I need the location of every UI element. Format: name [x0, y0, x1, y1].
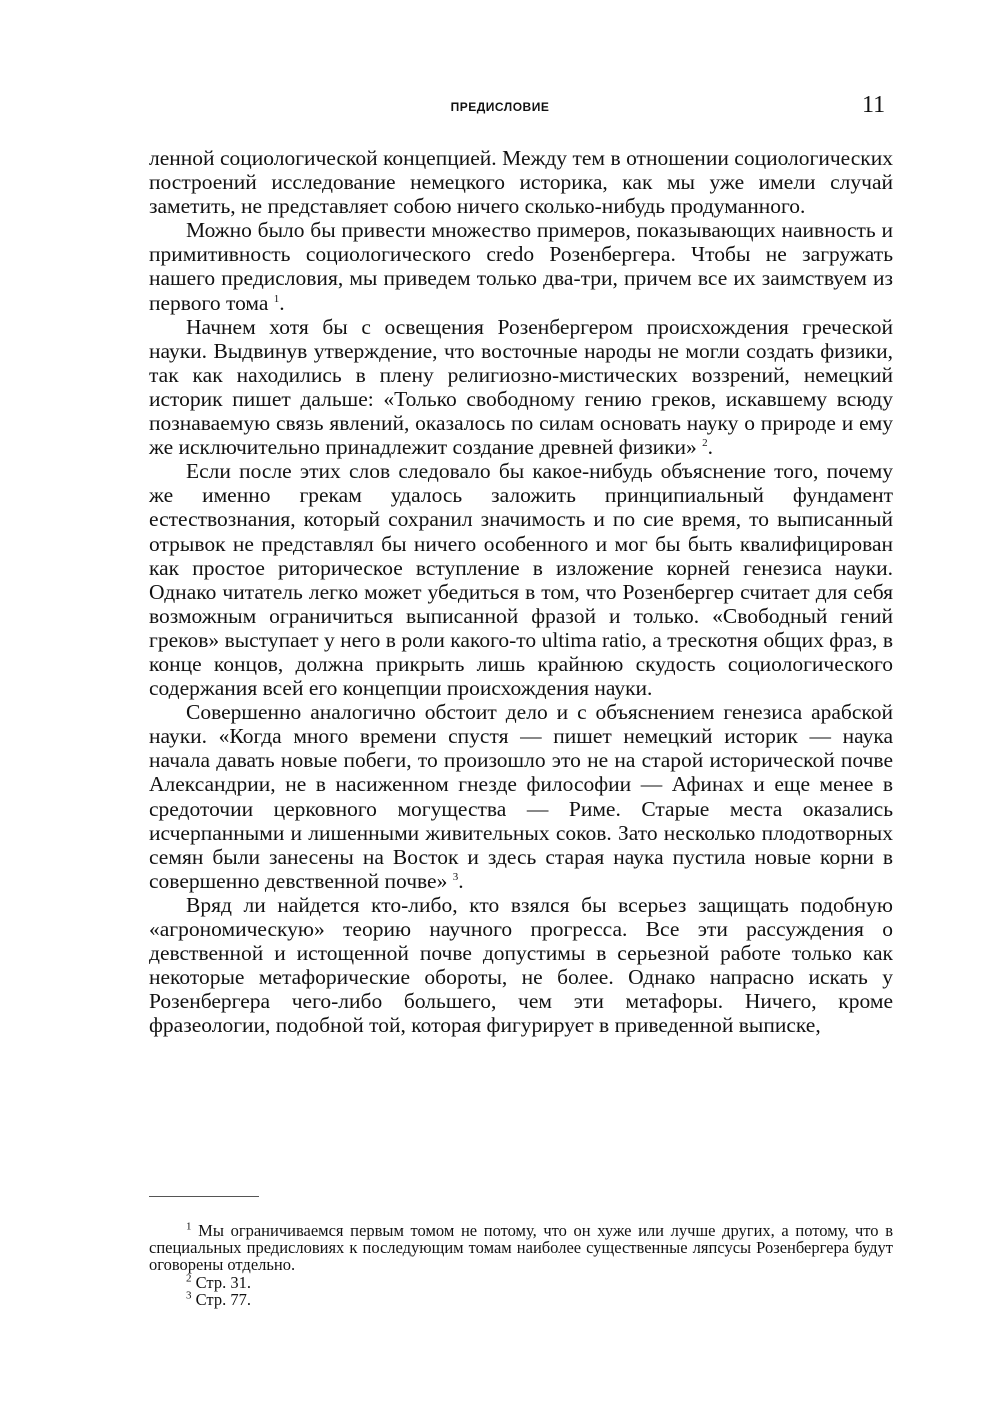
paragraph-6 [149, 893, 893, 1038]
paragraph-4-text: Если после этих слов следовало бы какое-нибудь объяснение того, почему же именно грекам удалось заложить принципиальный фундамент естествознания, который сохранил значимость и по сие время, то выписанный отрывок не представлял бы ничего особенного и мог бы быть квалифицирован как простое риторическое вступление в изложение корней генезиса науки. Однако читатель легко может убедиться в том, что Розенбергер считает для себя возможным ограничиться выписанной фразой и только. «Свободный гений греков» выступает у него в роли какого-то ultima ratio, а трескотня общих фраз, в конце концов, должна прикрыть лишь крайнюю скудость социологического содержания всей его концепции происхождения науки. [149, 459, 893, 701]
paragraph-1 [149, 146, 893, 218]
footnote-ref-1: 1 [273, 292, 280, 305]
paragraph-1-text: ленной социологической концепцией. Между тем в отношении социологических построений исследование немецкого историка, как мы уже имели случай заметить, не представляет собою ничего сколько-нибудь продуманного. [149, 146, 893, 219]
footnote-2 [149, 1274, 893, 1291]
footnote-3 [149, 1291, 893, 1308]
paragraph-6-text: Вряд ли найдется кто-либо, кто взялся бы всерьез защищать подобную «агрономическую» теорию научного прогресса. Все эти рассуждения о девственной и истощенной почве допустимы в серьезной работе только как некоторые метафорические обороты, не более. Однако напрасно искать у Розенбергера чего-либо большего, чем эти метафоры. Ничего, кроме фразеологии, подобной той, которая фигурирует в приведенной выписке, [149, 892, 893, 1038]
paragraph-3-text: Начнем хотя бы с освещения Розенбергером происхождения греческой науки. Выдвинув утверждение, что восточные народы не могли создать физики, так как находились в плену религиозно-мистических воззрений, немецкий историк пишет дальше: «Только свободному гению греков, искавшему всюду познаваемую связь явлений, оказалось по силам основать науку о природе и ему же исключительно принадлежит создание древней физики» [149, 314, 893, 460]
body-text [149, 146, 893, 1037]
paragraph-2-text: Можно было бы привести множество примеров, показывающих наивность и примитивность социологического credo Розенбергера. Чтобы не загружать нашего предисловия, мы приведем только два-три, причем все их заимствуем из первого тома [149, 218, 893, 315]
footnote-mark-1: 1 [186, 1220, 192, 1233]
paragraph-3-end: . [707, 435, 714, 460]
footnote-divider [149, 1196, 259, 1197]
paragraph-5-text: Совершенно аналогично обстоит дело и с объяснением генезиса арабской науки. «Когда много времени спустя — пишет немецкий историк — наука начала давать новые побеги, то произошло это не на старой исторической почве Александрии, не в насиженном гнезде философии — Афинах и еще менее в средоточии церковного могущества — Риме. Старые места оказались исчерпанными и лишенными живительных соков. Зато несколько плодотворных семян были занесены на Восток и здесь старая наука пустила новые корни в совершенно девственной почве» [149, 700, 893, 893]
footnote-2-text: Стр. 31. [195, 1272, 251, 1292]
paragraph-3 [149, 315, 893, 460]
footnote-mark-3: 3 [186, 1289, 192, 1302]
running-title: ПРЕДИСЛОВИЕ [450, 100, 550, 114]
footnote-3-text: Стр. 77. [195, 1289, 251, 1309]
paragraph-4 [149, 459, 893, 700]
footnote-ref-2: 2 [702, 436, 708, 449]
footnote-ref-3: 3 [452, 870, 459, 883]
paragraph-2-end: . [279, 290, 285, 315]
paragraph-5 [149, 700, 893, 893]
footnote-mark-2: 2 [186, 1272, 192, 1285]
page-number: 11 [862, 92, 886, 118]
footnotes [149, 1222, 893, 1308]
footnote-1 [149, 1222, 893, 1274]
paragraph-2 [149, 218, 893, 314]
footnote-1-text: Мы ограничиваемся первым томом не потому, что он хуже или лучше других, а потому, что в специальных предисловиях к последующим томам наиболее существенные ляпсусы Розенбергера будут оговорены отдельно. [149, 1221, 893, 1275]
paragraph-5-end: . [458, 868, 464, 893]
